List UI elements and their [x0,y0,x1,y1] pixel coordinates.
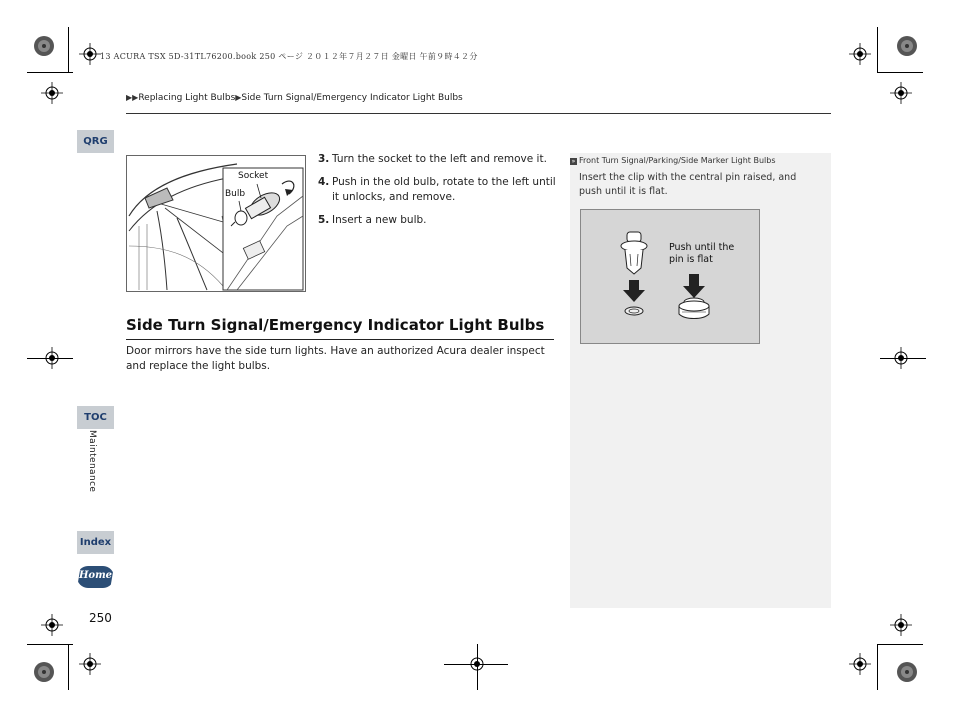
qrg-button[interactable]: QRG [77,130,114,153]
registration-target-icon [79,653,101,675]
sidebar-title[interactable] [570,156,775,165]
bulb-label: Bulb [225,189,246,199]
registration-disc-icon [33,661,55,683]
section-rule [126,339,554,340]
registration-target-icon [79,43,101,65]
steps-list [318,152,558,236]
registration-target-icon [41,614,63,636]
chapter-label: Maintenance [87,430,97,493]
sidebar-text: Insert the clip with the central pin raised, and push until it is flat. [579,172,797,197]
breadcrumb-separator-icon: ▶ [235,93,242,102]
breadcrumb-item-current: Side Turn Signal/Emergency Indicator Light Bulbs [241,93,463,103]
bumper-socket-drawing [127,156,305,291]
clip-illustration [580,209,760,344]
step-text: Insert a new bulb. [332,214,427,226]
registration-target-icon [890,82,912,104]
socket-label: Socket [238,171,269,181]
step-text: Push in the old bulb, rotate to the left until it unlocks, and remove. [332,176,556,203]
print-header: 13 ACURA TSX 5D-31TL76200.book 250 ページ ２０１２年７月２７日 金曜日 午前９時４２分 [100,52,478,61]
registration-disc-icon [896,661,918,683]
registration-target-icon [41,347,63,369]
step-number: 5. [318,214,330,226]
home-button[interactable] [77,566,114,588]
sidebar-title-text: Front Turn Signal/Parking/Side Marker Light Bulbs [579,156,776,165]
registration-target-icon [849,43,871,65]
breadcrumb [126,93,463,103]
section-body: Door mirrors have the side turn lights. Have an authorized Acura dealer inspect and replace the light bulbs. [126,345,545,372]
registration-target-icon [849,653,871,675]
step-4 [318,175,558,205]
toc-button[interactable]: TOC [77,406,114,429]
page-number: 250 [89,611,112,625]
breadcrumb-item-replacing-light-bulbs[interactable]: Replacing Light Bulbs [138,93,236,103]
registration-disc-icon [33,35,55,57]
registration-target-icon [466,653,488,675]
step-5 [318,213,558,228]
registration-target-icon [890,347,912,369]
header-rule [126,113,831,114]
clip-figure-label: Push until the pin is flat [669,242,735,265]
breadcrumb-arrow-icon: ▶▶ [126,93,139,102]
step-number: 4. [318,176,330,188]
index-button[interactable]: Index [77,531,114,554]
sidebar-note [570,153,831,608]
step-number: 3. [318,153,330,165]
step-text: Turn the socket to the left and remove it. [332,153,547,165]
registration-target-icon [41,82,63,104]
registration-disc-icon [896,35,918,57]
home-button-label: Home [78,570,113,581]
clip-drawing [581,210,759,343]
link-arrow-icon: » [571,158,576,165]
registration-target-icon [890,614,912,636]
socket-illustration [126,155,306,292]
section-title: Side Turn Signal/Emergency Indicator Light Bulbs [126,316,545,334]
step-3 [318,152,558,167]
